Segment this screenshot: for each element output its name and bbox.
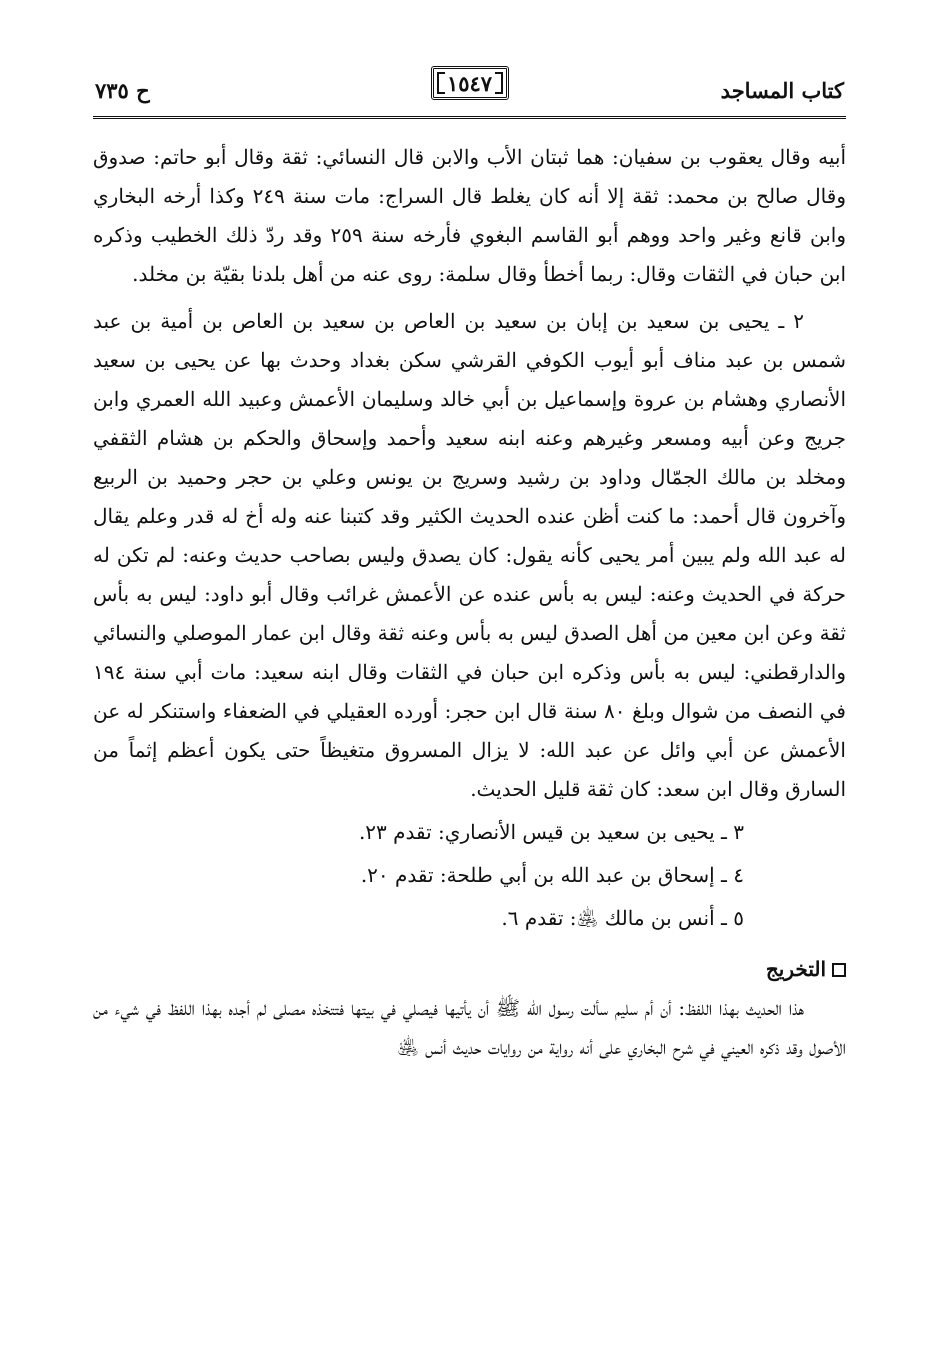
square-bullet-icon [832, 963, 846, 977]
section-title: التخريج [765, 957, 826, 981]
page-number-frame [431, 66, 509, 100]
paragraph-continuation: أبيه وقال يعقوب بن سفيان: هما ثبتان الأب والابن قال النسائي: ثقة وقال أبو حاتم: صدوق وقال صالح بن محمد: ثقة إلا أنه كان يغلط قال السراج: مات سنة ٢٤٩ وكذا أرخه البخاري وابن قانع وغير واحد ووهم أبو القاسم البغوي فأرخه سنة ٢٥٩ وقد ردّ ذلك الخطيب وذكره ابن حبان في الثقات وقال: ربما أخطأ وقال سلمة: روى عنه من أهل بلدنا بقيّة بن مخلد. [93, 145, 846, 286]
page-body [93, 138, 846, 1067]
narrator-entry-5: ٥ ـ أنس بن مالك ﵁: تقدم ٦. [501, 906, 744, 930]
narrator-entry-2: ٢ ـ يحيى بن سعيد بن إبان بن سعيد بن العاص بن سعيد بن العاص بن أمية بن عبد شمس بن عبد مناف أبو أيوب الكوفي القرشي سكن بغداد وحدث بها عن يحيى بن سعيد الأنصاري وهشام بن عروة وإسماعيل بن أبي خالد وسليمان الأعمش وعبيد الله العمري وابن جريج وعن أبيه ومسعر وغيرهم وعنه ابنه سعيد وأحمد وإسحاق والحكم بن هشام الثقفي ومخلد بن مالك الجمّال وداود بن رشيد وسريج بن يونس وعلي بن حجر وحميد بن الربيع وآخرون قال أحمد: ما كنت أظن عنده الحديث الكثير وقد كتبنا عنه وله أخ له قدر وعلم يقال له عبد الله ولم يبين أمر يحيى كأنه يقول: كان يصدق وليس بصاحب حديث وعنه: لم تكن له حركة في الحديث وعنه: ليس به بأس عنده عن الأعمش غرائب وقال أبو داود: ليس به بأس ثقة وعن ابن معين من أهل الصدق ليس به بأس وعنه ثقة وقال ابن عمار الموصلي والنسائي والدارقطني: ليس به بأس وذكره ابن حبان في الثقات وقال ابنه سعيد: مات أبي سنة ١٩٤ في النصف من شوال وبلغ ٨٠ سنة قال ابن حجر: أورده العقيلي في الضعفاء واستنكر له عن الأعمش عن أبي وائل عن عبد الله: لا يزال المسروق متغيظاً حتى يكون أعظم إثماً من السارق وقال ابن سعد: كان ثقة قليل الحديث. [93, 309, 846, 801]
section-heading [93, 950, 846, 989]
hadith-reference: ح ٧٣٥ [95, 78, 150, 103]
narrator-entry-4: ٤ ـ إسحاق بن عبد الله بن أبي طلحة: تقدم ٢٠. [360, 863, 744, 887]
book-title: كتاب المساجد [720, 78, 844, 103]
narrator-entry-3: ٣ ـ يحيى بن سعيد بن قيس الأنصاري: تقدم ٢٣. [358, 820, 744, 844]
header-rule [93, 116, 846, 121]
takhrij-paragraph: هذا الحديث بهذا اللفظ: أن أم سليم سألت رسول الله ﷺ أن يأتيها فيصلي في بيتها فتتخذه مصلى لم أجده بهذا اللفظ في شيء من الأصول وقد ذكره العيني في شرح البخاري على أنه رواية من روايات حديث أنس ﵁ [93, 996, 846, 1059]
book-page [93, 58, 846, 1059]
page-header [93, 58, 846, 116]
page-number: ١٥٤٧ [446, 70, 493, 96]
